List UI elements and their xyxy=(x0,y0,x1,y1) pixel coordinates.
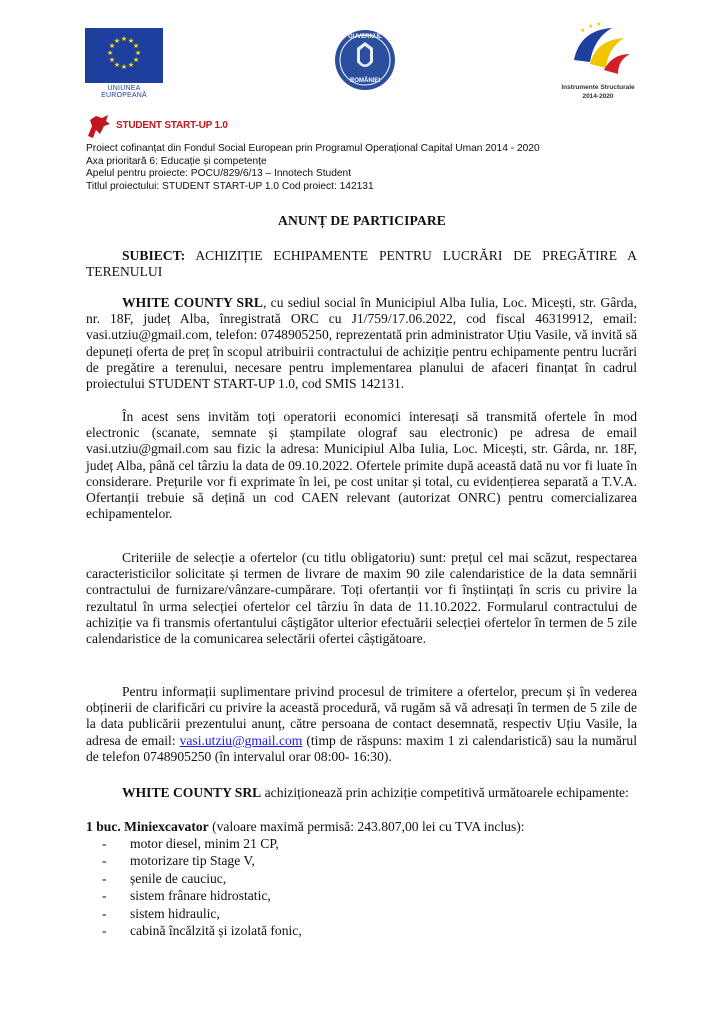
svg-text:★: ★ xyxy=(132,42,140,50)
is-years: 2014-2020 xyxy=(582,93,614,100)
project-info-line: Axa prioritară 6: Educație și competențe xyxy=(86,155,267,167)
instrumente-structurale-logo xyxy=(560,20,636,102)
project-info-line: Apelul pentru proiecte: POCU/829/6/13 – Innotech Student xyxy=(86,168,352,180)
svg-text:★: ★ xyxy=(108,42,116,50)
subject-text: ACHIZIȚIE ECHIPAMENTE PENTRU LUCRĂRI DE PREGĂTIRE A TERENULUI xyxy=(86,248,637,280)
gov-caption-bottom: ROMÂNIEI xyxy=(350,78,380,84)
spec-text: cabină încălzită și izolată fonic, xyxy=(130,923,302,939)
list-item xyxy=(102,887,302,904)
selection-criteria-paragraph: Criteriile de selecție a ofertelor (cu titlu obligatoriu) sunt: prețul cel mai scăzut, respectarea caracteristicilor solicitate și termen de livrare de maxim 90 zile calendaristice de la data semnării contractului de furnizare/vânzare-cumpărare. Toți ofertanții vor fi înștiințați în scris cu privire la rezultatul în urma selecției ofertelor cel târziu în data de 11.10.2022. Formularul contractului de achiziție va fi transmis ofertantului câștigător ulterior efectuării selecției ofertelor în termen de 5 zile calendaristice de la comunicarea selectării ofertei câștigătoare. xyxy=(86,550,637,647)
document-title: ANUNȚ DE PARTICIPARE xyxy=(278,213,446,228)
svg-text:★: ★ xyxy=(588,23,594,30)
spec-list xyxy=(102,835,302,939)
list-item xyxy=(102,905,302,922)
structural-instruments-icon xyxy=(560,20,636,82)
dash-bullet: - xyxy=(102,923,107,939)
list-item xyxy=(102,852,302,869)
company-name: WHITE COUNTY SRL xyxy=(122,295,263,310)
project-info-line: Proiect cofinanțat din Fondul Social European prin Programul Operațional Capital Uman 2014 - 2020 xyxy=(86,143,540,154)
project-info xyxy=(86,143,540,193)
svg-text:★: ★ xyxy=(113,37,121,45)
company-intro-paragraph xyxy=(86,295,637,392)
item-name: 1 buc. Miniexcavator xyxy=(86,819,209,834)
project-info-line: Titlul proiectului: STUDENT START-UP 1.0 Cod proiect: 142131 xyxy=(86,180,374,192)
svg-text:★: ★ xyxy=(106,49,114,57)
dash-bullet: - xyxy=(102,853,107,869)
contact-paragraph xyxy=(86,684,637,765)
spec-text: motorizare tip Stage V, xyxy=(130,853,255,869)
eu-flag-icon xyxy=(85,28,163,83)
svg-text:★: ★ xyxy=(134,49,142,57)
spec-text: șenile de cauciuc, xyxy=(130,870,227,886)
subject-label: SUBIECT: xyxy=(122,248,186,263)
acquisition-text: achiziționează prin achiziție competitivă următoarele echipamente: xyxy=(261,785,629,800)
acquisition-paragraph xyxy=(86,785,637,801)
contact-email-link[interactable]: vasi.utziu@gmail.com xyxy=(179,732,303,748)
svg-text:★: ★ xyxy=(120,35,128,43)
svg-text:★: ★ xyxy=(580,27,586,34)
list-item xyxy=(102,870,302,887)
spec-text: sistem hidraulic, xyxy=(130,905,220,921)
subject-paragraph xyxy=(86,248,637,280)
svg-text:★: ★ xyxy=(132,56,140,64)
company-intro-text: , cu sediul social în Municipiul Alba Iulia, Loc. Micești, str. Gârda, nr. 18F, județ Alba, înregistrată ORC cu J1/759/17.06.2022, cod fiscal 46319912, email: vasi.utziu@gmail.com, telefon: 0748905250, reprezentată prin administrator Uțiu Vasile, vă invită să depuneți oferta de preț în scopul atribuirii contractului de achiziție pentru echipamente pentru lucrări de pregătire a terenului, necesare pentru implementarea planului de afaceri finanțat în cadrul proiectului STUDENT START-UP 1.0, cod SMIS 142131. xyxy=(86,295,637,392)
eu-logo xyxy=(85,28,163,98)
horse-icon xyxy=(84,112,114,140)
list-item xyxy=(102,922,302,939)
student-logo-text: STUDENT START-UP 1.0 xyxy=(116,120,228,131)
svg-text:★: ★ xyxy=(127,61,135,69)
contact-text-after: (timp de răspuns: maxim 1 zi calendaristică) sau la numărul de telefon 0748905250 (în intervalul orar 08:00- 16:30). xyxy=(86,732,637,764)
dash-bullet: - xyxy=(102,836,107,851)
svg-text:★: ★ xyxy=(113,61,121,69)
item-heading xyxy=(86,819,525,835)
svg-text:★: ★ xyxy=(596,21,602,28)
dash-bullet: - xyxy=(102,870,107,886)
government-logo xyxy=(333,28,397,92)
student-startup-logo xyxy=(84,112,228,140)
svg-text:★: ★ xyxy=(127,37,135,45)
svg-text:★: ★ xyxy=(108,56,116,64)
is-caption: Instrumente Structurale xyxy=(561,84,635,91)
dash-bullet: - xyxy=(102,888,107,904)
spec-text: sistem frânare hidrostatic, xyxy=(130,888,271,904)
spec-text: motor diesel, minim 21 CP, xyxy=(130,836,279,851)
eu-caption: UNIUNEA EUROPEANĂ xyxy=(101,85,147,99)
dash-bullet: - xyxy=(102,905,107,921)
contact-text-before: Pentru informații suplimentare privind procesul de trimitere a ofertelor, precum și în vederea obținerii de clarificări cu privire la această procedură, vă rugăm să vă adresați în termen de 5 zile de la data publicării prezentului anunț, către persoana de contact desemnată, respectiv Uțiu Vasile, la adresa de email: xyxy=(86,684,637,748)
list-item xyxy=(102,835,302,852)
company-name: WHITE COUNTY SRL xyxy=(122,785,262,800)
submission-paragraph: În acest sens invităm toți operatorii economici interesați să transmită ofertele în mod electronic (scanate, semnate și ștampilate olograf sau electronic) pe adresa de email vasi.utziu@gmail.com sau fizic la adresa: Municipiul Alba Iulia, Loc. Micești, str. Gârda, nr. 18F, județ Alba, până cel târziu la data de 09.10.2022. Ofertele primite după această dată nu vor fi luate în considerare. Prețurile vor fi exprimate în lei, pe cost unitar și total, cu evidențierea separată a T.V.A. Ofertanții trebuie să dețină un cod CAEN relevant (autorizat ONRC) pentru comercializarea echipamentelor. xyxy=(86,409,637,522)
svg-text:★: ★ xyxy=(120,63,128,71)
item-detail: (valoare maximă permisă: 243.807,00 lei cu TVA inclus): xyxy=(208,819,525,834)
gov-caption-top: GUVERNUL xyxy=(348,34,382,40)
